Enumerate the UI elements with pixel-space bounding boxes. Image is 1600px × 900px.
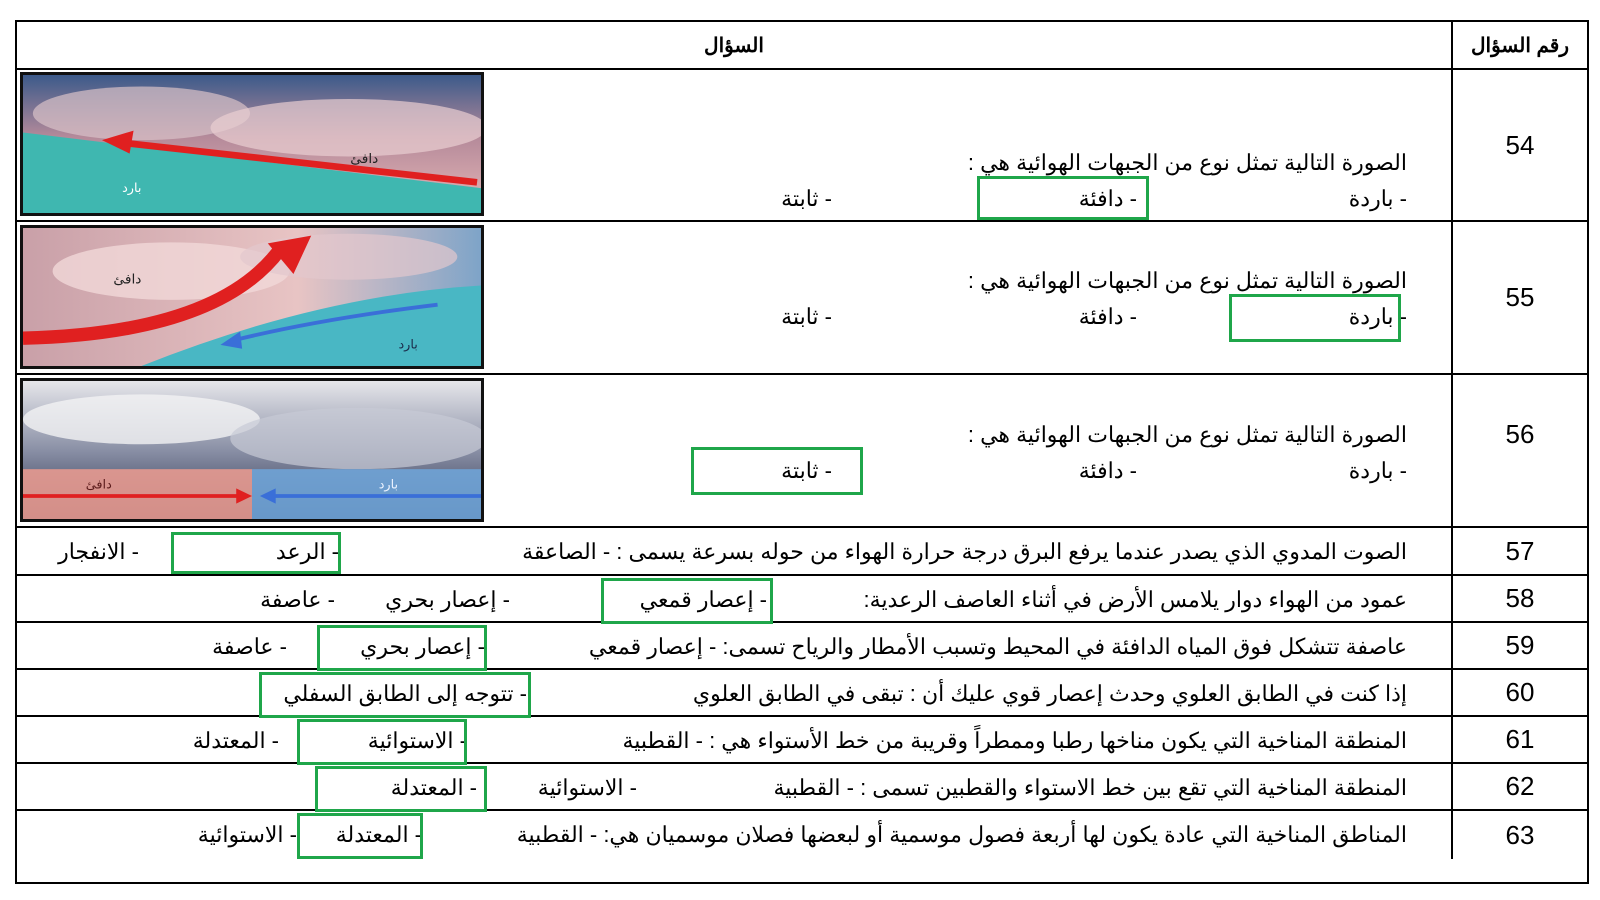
question-number: 57	[1451, 528, 1587, 574]
option-stationary[interactable]: - ثابتة	[781, 458, 832, 483]
cold-front-image	[20, 225, 484, 369]
svg-text:دافئ: دافئ	[350, 151, 379, 168]
question-number: 58	[1451, 576, 1587, 621]
question-number: 60	[1451, 670, 1587, 715]
option-thunder[interactable]: - الرعد	[275, 539, 339, 564]
svg-text:دافئ: دافئ	[113, 271, 142, 288]
question-text: عمود من الهواء دوار يلامس الأرض في أثناء العاصف الرعدية:	[863, 587, 1407, 612]
svg-text:دافئ: دافئ	[85, 476, 112, 492]
option-warm[interactable]: - دافئة	[1078, 458, 1137, 483]
questions-table	[15, 20, 1589, 884]
question-row-62	[17, 764, 1587, 811]
header-row	[17, 22, 1587, 70]
question-column-header: السؤال	[704, 34, 764, 57]
question-text: الصورة التالية تمثل نوع من الجبهات الهوائية هي :	[967, 150, 1407, 175]
option-go-downstairs[interactable]: - تتوجه إلى الطابق السفلي	[283, 681, 527, 706]
answer-highlight-box	[317, 625, 487, 671]
question-row-63	[17, 811, 1587, 859]
question-row-54	[17, 70, 1587, 222]
option-warm[interactable]: - دافئة	[1078, 304, 1137, 329]
number-column-header: رقم السؤال	[1451, 22, 1587, 68]
question-text: المنطقة المناخية التي تقع بين خط الاستواء والقطبين تسمى : - القطبية	[773, 775, 1407, 800]
option-stationary[interactable]: - ثابتة	[781, 304, 832, 329]
question-number: 56	[1451, 375, 1587, 526]
option-cold[interactable]: - باردة	[1348, 304, 1407, 329]
stationary-front-image	[20, 378, 484, 522]
option-cold[interactable]: - باردة	[1348, 186, 1407, 211]
option-storm[interactable]: - عاصفة	[260, 587, 335, 612]
option-hurricane[interactable]: - إعصار بحري	[360, 634, 485, 659]
option-cold[interactable]: - باردة	[1348, 458, 1407, 483]
option-warm[interactable]: - دافئة	[1078, 186, 1137, 211]
option-storm[interactable]: - عاصفة	[212, 634, 287, 659]
option-tropical[interactable]: - الاستوائية	[367, 728, 467, 753]
answer-highlight-box	[259, 672, 531, 718]
option-tropical[interactable]: - الاستوائية	[537, 775, 637, 800]
question-text: الصوت المدوي الذي يصدر عندما يرفع البرق درجة حرارة الهواء من حوله بسرعة يسمى : - الصاعقة	[522, 539, 1407, 564]
question-row-61	[17, 717, 1587, 764]
question-text: إذا كنت في الطابق العلوي وحدث إعصار قوي عليك أن : تبقى في الطابق العلوي	[692, 681, 1407, 706]
answer-highlight-box	[601, 578, 773, 624]
answer-highlight-box	[315, 766, 487, 812]
answer-highlight-box	[977, 176, 1149, 220]
question-row-60	[17, 670, 1587, 717]
answer-highlight-box	[171, 532, 341, 574]
question-number: 63	[1451, 811, 1587, 859]
question-text: المناطق المناخية التي عادة يكون لها أربعة فصول موسمية أو لبعضها فصلان موسميان هي: - القطبية	[516, 822, 1407, 847]
question-number: 61	[1451, 717, 1587, 762]
answer-highlight-box	[1229, 294, 1401, 342]
question-row-59	[17, 623, 1587, 670]
svg-text:بارد: بارد	[398, 336, 418, 352]
svg-text:بارد: بارد	[378, 476, 399, 492]
option-explosion[interactable]: - الانفجار	[58, 539, 139, 564]
question-text: الصورة التالية تمثل نوع من الجبهات الهوائية هي :	[967, 268, 1407, 293]
option-tornado[interactable]: - إعصار قمعي	[639, 587, 767, 612]
answer-highlight-box	[297, 719, 467, 765]
question-row-56	[17, 375, 1587, 528]
option-hurricane[interactable]: - إعصار بحري	[385, 587, 510, 612]
option-tropical[interactable]: - الاستوائية	[197, 822, 297, 847]
option-temperate[interactable]: - المعتدلة	[390, 775, 477, 800]
question-number: 59	[1451, 623, 1587, 668]
question-number: 55	[1451, 222, 1587, 373]
option-stationary[interactable]: - ثابتة	[781, 186, 832, 211]
warm-front-image	[20, 72, 484, 216]
svg-text:بارد: بارد	[122, 180, 142, 195]
question-number: 54	[1451, 70, 1587, 220]
question-text: المنطقة المناخية التي يكون مناخها رطبا وممطراً وقريبة من خط الأستواء هي : - القطبية	[622, 728, 1407, 753]
option-temperate[interactable]: - المعتدلة	[192, 728, 279, 753]
question-row-55	[17, 222, 1587, 375]
answer-highlight-box	[691, 447, 863, 495]
question-number: 62	[1451, 764, 1587, 809]
answer-highlight-box	[297, 813, 423, 859]
question-row-58	[17, 576, 1587, 623]
option-temperate[interactable]: - المعتدلة	[335, 822, 422, 847]
question-text: عاصفة تتشكل فوق المياه الدافئة في المحيط وتسبب الأمطار والرياح تسمى: - إعصار قمعي	[588, 634, 1407, 659]
question-text: الصورة التالية تمثل نوع من الجبهات الهوائية هي :	[967, 422, 1407, 447]
question-row-57	[17, 528, 1587, 576]
